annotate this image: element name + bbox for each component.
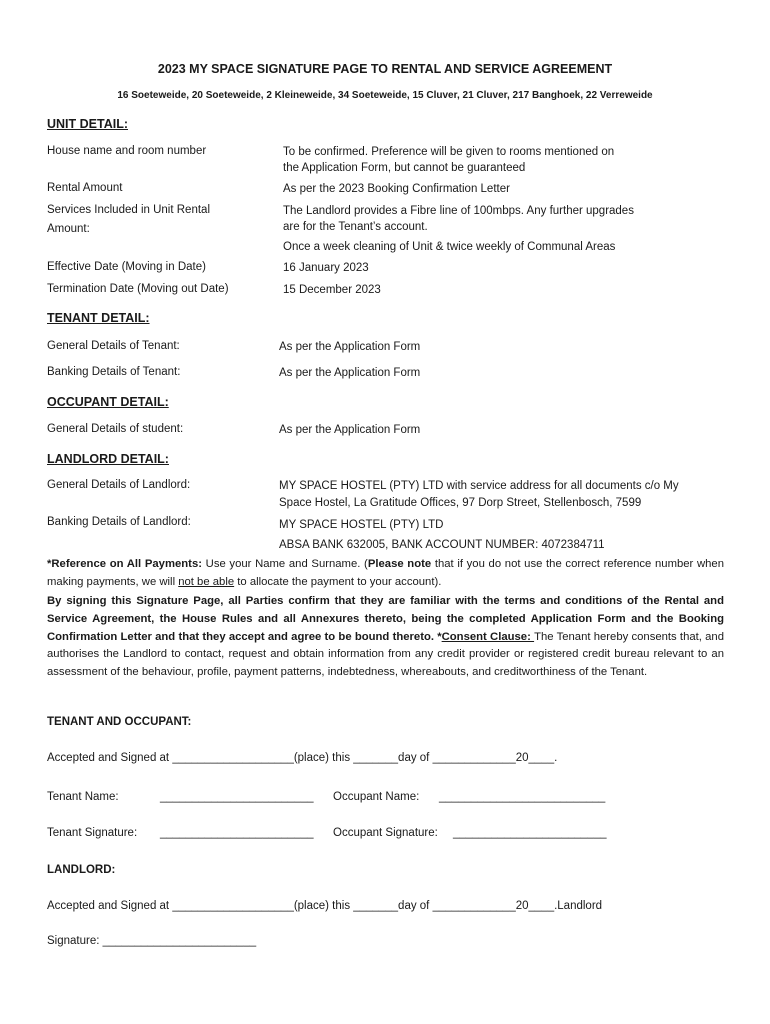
occupant-detail-heading: OCCUPANT DETAIL: — [47, 395, 169, 409]
document-title: 2023 MY SPACE SIGNATURE PAGE TO RENTAL AND SERVICE AGREEMENT — [157, 62, 613, 76]
effective-date-value: 16 January 2023 — [283, 262, 369, 274]
landlord-banking-value: MY SPACE HOSTEL (PTY) LTD ABSA BANK 632005, BANK ACCOUNT NUMBER: 4072384711 — [279, 519, 605, 551]
services-label: Services Included in Unit Rental Amount: — [47, 204, 210, 235]
occupant-signature-label: Occupant Signature: — [333, 827, 438, 839]
effective-date-label: Effective Date (Moving in Date) — [47, 261, 206, 273]
tenant-occupant-heading: TENANT AND OCCUPANT: — [47, 716, 192, 728]
landlord-banking-label: Banking Details of Landlord: — [47, 516, 191, 528]
tenant-name-label: Tenant Name: — [47, 791, 119, 803]
rental-value: As per the 2023 Booking Confirmation Letter — [283, 183, 510, 195]
occupant-signature-field[interactable]: ________________________ — [453, 827, 607, 839]
tenant-general-label: General Details of Tenant: — [47, 340, 180, 352]
tenant-banking-label: Banking Details of Tenant: — [47, 366, 181, 378]
student-general-value: As per the Application Form — [279, 424, 421, 436]
rental-label: Rental Amount — [47, 182, 123, 194]
house-value: To be confirmed. Preference will be given to rooms mentioned on the Application Form, but cannot be guaranteed — [283, 146, 615, 174]
property-addresses: 16 Soeteweide, 20 Soeteweide, 2 Kleineweide, 34 Soeteweide, 15 Cluver, 21 Cluver, 217 Banghoek, 22 Verreweide — [117, 90, 653, 101]
unit-detail-heading: UNIT DETAIL: — [47, 117, 129, 131]
landlord-accepted-signed-line: Accepted and Signed at ___________________(place) this _______day of _____________20____.Landlord — [47, 900, 603, 912]
landlord-general-value: MY SPACE HOSTEL (PTY) LTD with service address for all documents c/o My Space Hostel, La Gratitude Offices, 97 Dorp Street, Stellenbosch, 7599 — [279, 480, 679, 509]
termination-date-label: Termination Date (Moving out Date) — [47, 283, 229, 295]
tenant-accepted-signed-line: Accepted and Signed at ___________________(place) this _______day of _____________20____. — [47, 752, 558, 764]
landlord-signature-line[interactable]: Signature: ________________________ — [47, 935, 257, 947]
tenant-name-field[interactable]: ________________________ — [160, 791, 314, 803]
landlord-heading: LANDLORD: — [47, 864, 116, 876]
tenant-signature-field[interactable]: ________________________ — [160, 827, 314, 839]
tenant-detail-heading: TENANT DETAIL: — [47, 311, 150, 325]
landlord-general-label: General Details of Landlord: — [47, 479, 191, 491]
consent-paragraph: By signing this Signature Page, all Parties confirm that they are familiar with the terms and conditions of the Rental and Service Agreement, the House Rules and all Annexures thereto, being the completed Application Form and the Booking Confirmation Letter and that they accept and agree to be bound thereto. *Consent Clause: The Tenant hereby consents that, and authorises the Landlord to contact, request and obtain information from any credit provider or registered credit bureau relevant to an assessment of the behaviour, profile, payment patterns, indebtedness, whereabouts, and creditworthiness of the Tenant. — [47, 595, 724, 679]
landlord-detail-heading: LANDLORD DETAIL: — [47, 452, 169, 466]
tenant-signature-label: Tenant Signature: — [47, 827, 138, 839]
tenant-general-value: As per the Application Form — [279, 341, 421, 353]
termination-date-value: 15 December 2023 — [283, 284, 381, 296]
cleaning-value: Once a week cleaning of Unit & twice weekly of Communal Areas — [283, 241, 616, 253]
payment-reference-note: *Reference on All Payments: Use your Name and Surname. (Please note that if you do not use the correct reference number when making payments, we will not be able to allocate the payment to your account). — [47, 558, 724, 588]
tenant-banking-value: As per the Application Form — [279, 367, 421, 379]
occupant-name-label: Occupant Name: — [333, 791, 420, 803]
house-label: House name and room number — [47, 145, 207, 157]
services-value: The Landlord provides a Fibre line of 100mbps. Any further upgrades are for the Tenant’s account. — [283, 205, 634, 233]
student-general-label: General Details of student: — [47, 423, 184, 435]
occupant-name-field[interactable]: __________________________ — [439, 791, 606, 803]
